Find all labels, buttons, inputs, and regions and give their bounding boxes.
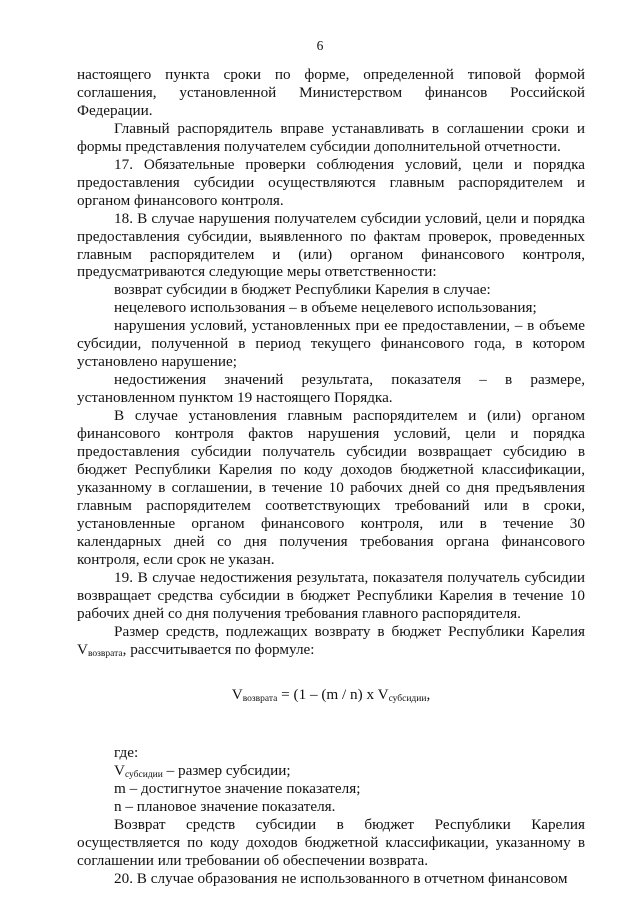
paragraph-item-19: 19. В случае недостижения результата, показателя получатель субсидии возвращает средства субсидии в бюджет Республики Карелия в течение 10 рабочих дней со дня получения требования главного распорядителя. [77, 568, 585, 622]
paragraph: недостижения значений результата, показателя – в размере, установленном пунктом 19 настоящего Порядка. [77, 371, 585, 407]
paragraph: возврат субсидии в бюджет Республики Карелия в случае: [114, 281, 491, 299]
paragraph: В случае установления главным распорядителем и (или) органом финансового контроля фактов нарушения условий, цели и порядка предоставления субсидии получатель субсидии возвращает субсидию в бюджет Республики Карелия по коду доходов бюджетной классификации, указанному в соглашении, в течение 10 рабочих дней со дня предъявления главным распорядителем соответствующих требований или в сроки, установленные органом финансового контроля, или в течение 30 календарных дней со дня получения требования органа финансового контроля, если срок не указан. [77, 407, 585, 568]
paragraph: Возврат средств субсидии в бюджет Республики Карелия осуществляется по коду доходов бюджетной классификации, указанному в соглашении или требовании об обеспечении возврата. [77, 816, 585, 870]
paragraph: настоящего пункта сроки по форме, определенной типовой формой соглашения, установленной Министерством финансов Российской Федерации. [77, 66, 585, 119]
formula: $V_{возврата} = (1 - (m / n)$ x $V_{субсидии}$, [231, 686, 431, 705]
definition-n: n – плановое значение показателя. [114, 798, 336, 816]
paragraph-formula-intro: Размер средств, подлежащих возврату в бюджет Республики Карелия $V_{возврата}$, рассчитывается по формуле: [77, 622, 585, 659]
definition-m: m – достигнутое значение показателя; [114, 780, 361, 798]
paragraph: Главный распорядитель вправе устанавливать в соглашении сроки и формы представления получателем субсидии дополнительной отчетности. [77, 119, 585, 155]
paragraph: нецелевого использования – в объеме нецелевого использования; [114, 299, 537, 317]
definition-v-subsidy: $V_{субсидии}$ – размер субсидии; [114, 762, 291, 781]
document-body [77, 66, 585, 888]
paragraph-item-17: 17. Обязательные проверки соблюдения условий, цели и порядка предоставления субсидии осуществляются главным распорядителем и органом финансового контроля. [77, 155, 585, 209]
paragraph: нарушения условий, установленных при ее предоставлении, – в объеме субсидии, полученной в период текущего финансового года, в котором установлено нарушение; [77, 317, 585, 371]
paragraph-item-20: 20. В случае образования не использованного в отчетном финансовом [114, 870, 568, 888]
page-number: 6 [316, 38, 324, 53]
paragraph-item-18: 18. В случае нарушения получателем субсидии условий, цели и порядка предоставления субсидии, выявленного по фактам проверок, проведенных главным распорядителем и (или) органом финансового контроля, предусматриваются следующие меры ответственности: [77, 209, 585, 281]
where-label: где: [114, 744, 139, 762]
